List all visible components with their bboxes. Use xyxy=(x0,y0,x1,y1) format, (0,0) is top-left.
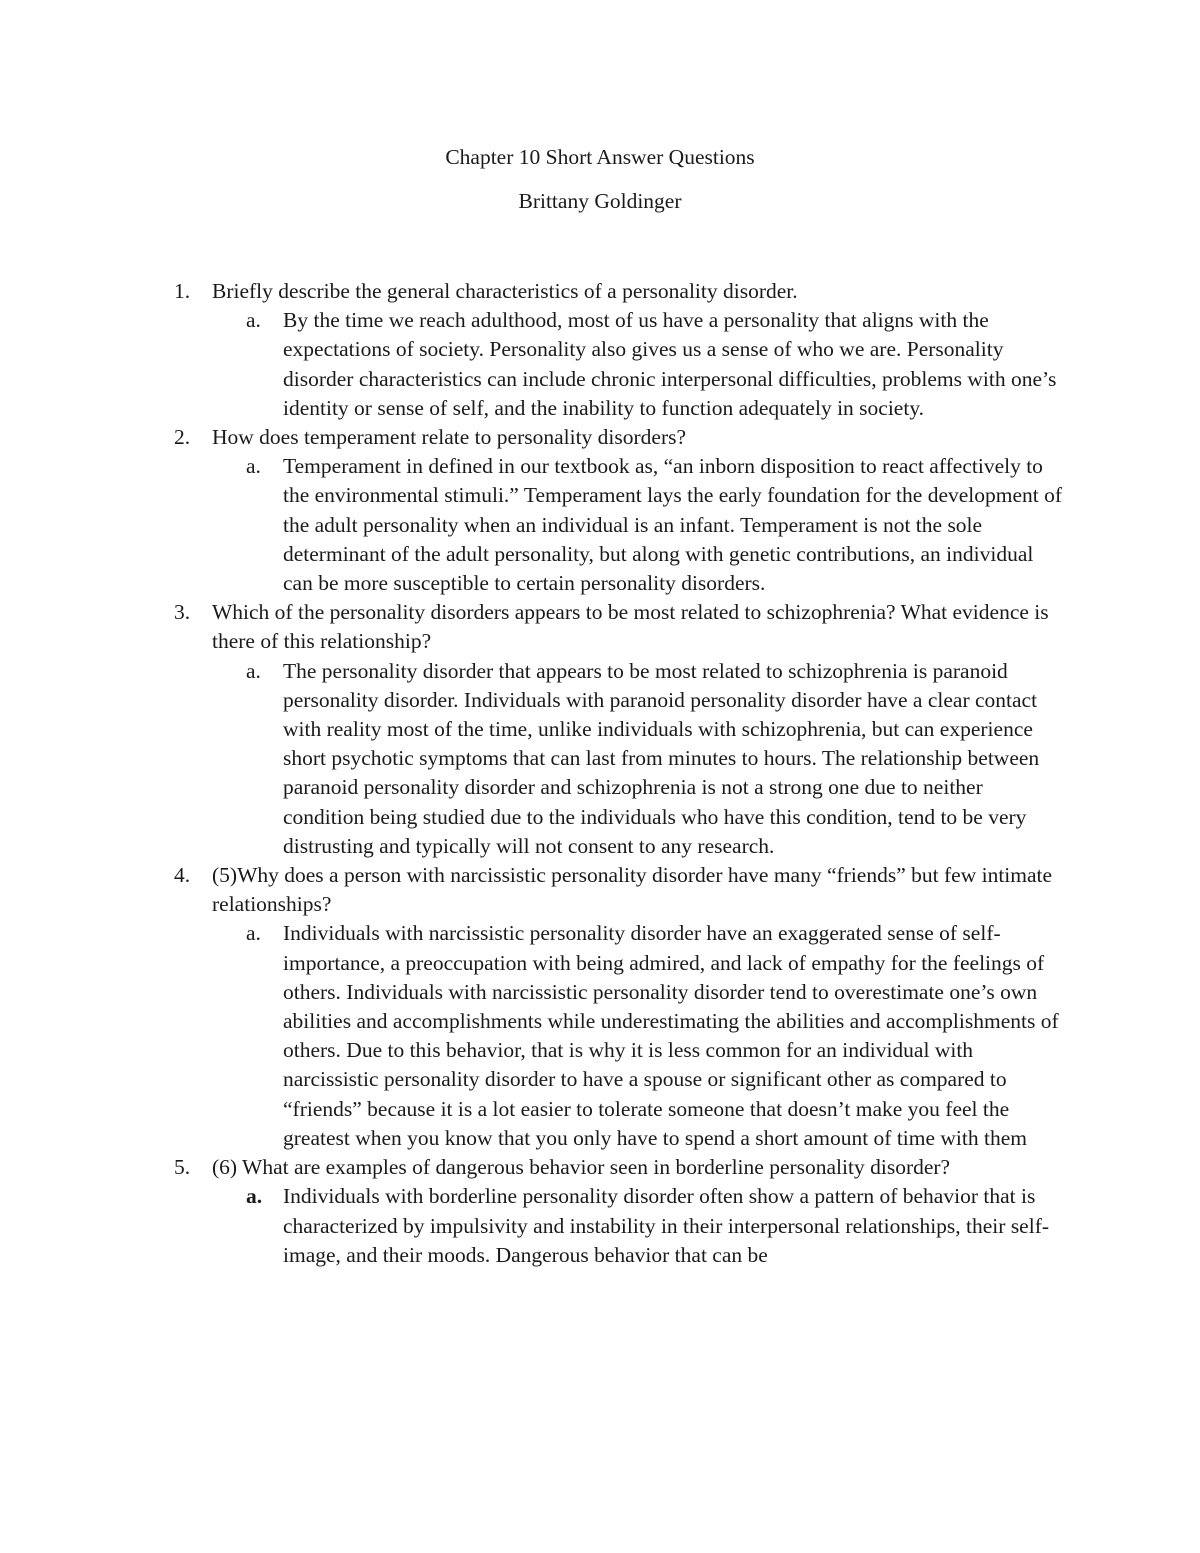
question-number: 1. xyxy=(174,279,191,303)
answer-letter: a. xyxy=(246,308,261,333)
answer-letter: a. xyxy=(246,454,261,479)
answer-item xyxy=(0,919,1200,1153)
answer-text: By the time we reach adulthood, most of us have a personality that aligns with the expectations of society. Personality also gives us a sense of who we are. Personality disorder characteristics can include chronic interpersonal difficulties, problems with one’s identity or sense of self, and the inability to function adequately in society. xyxy=(283,308,1057,420)
question-text: Briefly describe the general characteristics of a personality disorder. xyxy=(212,279,798,303)
question-number: 2. xyxy=(174,425,191,450)
document-author: Brittany Goldinger xyxy=(518,189,682,213)
question-text: (6) What are examples of dangerous behavior seen in borderline personality disorder? xyxy=(212,1155,951,1180)
answer-letter: a. xyxy=(246,921,261,946)
question-text: (5)Why does a person with narcissistic personality disorder have many “friends” but few intimate relationships? xyxy=(212,863,1053,917)
answer-text: Individuals with narcissistic personality disorder have an exaggerated sense of self-importance, a preoccupation with being admired, and lack of empathy for the feelings of others. Individuals with narcissistic personality disorder tend to overestimate one’s own abilities and accomplishments while underestimating the abilities and accomplishments of others. Due to this behavior, that is why it is less common for an individual with narcissistic personality disorder to have a spouse or significant other as compared to “friends” because it is a lot easier to tolerate someone that doesn’t make you feel the greatest when you know that you only have to spend a short amount of time with them xyxy=(283,921,1059,1150)
question-item xyxy=(0,423,1200,598)
document-title: Chapter 10 Short Answer Questions xyxy=(445,145,755,169)
answer-item xyxy=(0,1182,1200,1270)
question-item xyxy=(0,1153,1200,1270)
answer-letter: a. xyxy=(246,1184,263,1209)
question-text: How does temperament relate to personality disorders? xyxy=(212,425,687,450)
answer-text: The personality disorder that appears to be most related to schizophrenia is paranoid personality disorder. Individuals with paranoid personality disorder have a clear contact with reality most of the time, unlike individuals with schizophrenia, but can experience short psychotic symptoms that can last from minutes to hours. The relationship between paranoid personality disorder and schizophrenia is not a strong one due to neither condition being studied due to the individuals who have this condition, tend to be very distrusting and typically will not consent to any research. xyxy=(283,658,1040,858)
question-item xyxy=(0,598,1200,861)
answer-item xyxy=(0,452,1200,598)
answer-item xyxy=(0,306,1200,423)
question-number: 5. xyxy=(174,1155,191,1180)
question-item xyxy=(0,277,1200,423)
question-item xyxy=(0,861,1200,1153)
question-number: 4. xyxy=(174,863,191,888)
answer-item xyxy=(0,657,1200,861)
question-number: 3. xyxy=(174,600,191,625)
question-list xyxy=(0,277,1200,1270)
question-text: Which of the personality disorders appears to be most related to schizophrenia? What evidence is there of this relationship? xyxy=(212,600,1049,654)
answer-letter: a. xyxy=(246,658,261,683)
answer-text: Temperament in defined in our textbook as, “an inborn disposition to react affectively to the environmental stimuli.” Temperament lays the early foundation for the development of the adult personality when an individual is an infant. Temperament is not the sole determinant of the adult personality, but along with genetic contributions, an individual can be more susceptible to certain personality disorders. xyxy=(283,454,1063,596)
answer-text: Individuals with borderline personality disorder often show a pattern of behavior that is characterized by impulsivity and instability in their interpersonal relationships, their self-image, and their moods. Dangerous behavior that can be xyxy=(283,1184,1050,1267)
